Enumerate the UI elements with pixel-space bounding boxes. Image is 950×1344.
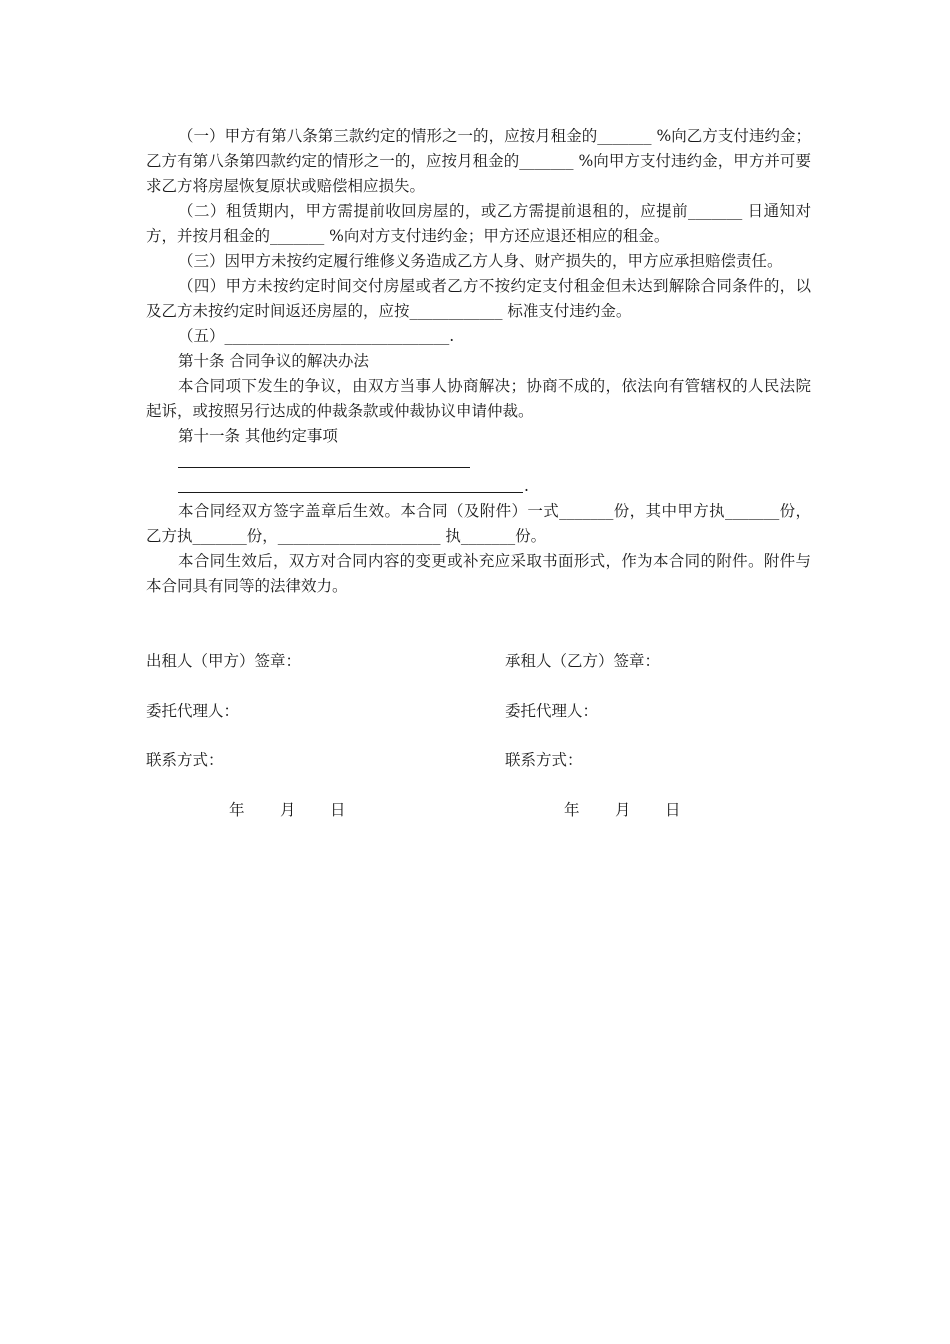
lessee-contact-label: 联系方式：: [505, 751, 583, 769]
clause-2: （二）租赁期内，甲方需提前收回房屋的，或乙方需提前退租的，应提前_______ 日通知对方，并按月租金的_______ %向对方支付违约金；甲方还应退还相应的租金。: [146, 202, 811, 245]
lessee-agent-label: 委托代理人：: [505, 702, 599, 720]
clause-5: （五）_____________________________.: [178, 327, 455, 345]
other-terms-blank-1: [178, 449, 811, 474]
clause-4: （四）甲方未按约定时间交付房屋或者乙方不按约定支付租金但未达到解除合同条件的，以及乙方未按约定时间返还房屋的，应按____________ 标准支付违约金。: [146, 277, 811, 320]
date-day: 日: [665, 801, 681, 819]
lessor-signature-label: 出租人（甲方）签章：: [146, 652, 302, 670]
date-day: 日: [330, 801, 346, 819]
article-11-title: 第十一条 其他约定事项: [178, 427, 338, 445]
date-year: 年: [229, 801, 245, 819]
date-month: 月: [615, 801, 631, 819]
article-10-title: 第十条 合同争议的解决办法: [178, 352, 369, 370]
lessee-signature-label: 承租人（乙方）签章：: [505, 652, 661, 670]
date-year: 年: [564, 801, 580, 819]
article-10-body: 本合同项下发生的争议，由双方当事人协商解决；协商不成的，依法向有管辖权的人民法院起诉，或按照另行达成的仲裁条款或仲裁协议申请仲裁。: [146, 377, 811, 420]
clause-1: （一）甲方有第八条第三款约定的情形之一的，应按月租金的_______ %向乙方支付违约金；乙方有第八条第四款约定的情形之一的，应按月租金的_______ %向甲方支付违约金，甲方并可要求乙方将房屋恢复原状或赔偿相应损失。: [146, 127, 811, 195]
contract-body: [146, 124, 811, 599]
effectiveness-clause: 本合同经双方签字盖章后生效。本合同（及附件）一式_______份，其中甲方执_______份，乙方执_______份，_____________________ 执_______份。: [146, 502, 811, 545]
lessor-agent-label: 委托代理人：: [146, 702, 240, 720]
clause-3: （三）因甲方未按约定履行维修义务造成乙方人身、财产损失的，甲方应承担赔偿责任。: [178, 252, 783, 270]
date-month: 月: [280, 801, 296, 819]
blank-rule: [178, 467, 470, 468]
blank-rule: [178, 492, 523, 493]
lessor-contact-label: 联系方式：: [146, 751, 224, 769]
amendment-clause: 本合同生效后，双方对合同内容的变更或补充应采取书面形式，作为本合同的附件。附件与本合同具有同等的法律效力。: [146, 552, 811, 595]
other-terms-blank-2: [178, 474, 811, 499]
end-mark: .: [524, 477, 529, 495]
